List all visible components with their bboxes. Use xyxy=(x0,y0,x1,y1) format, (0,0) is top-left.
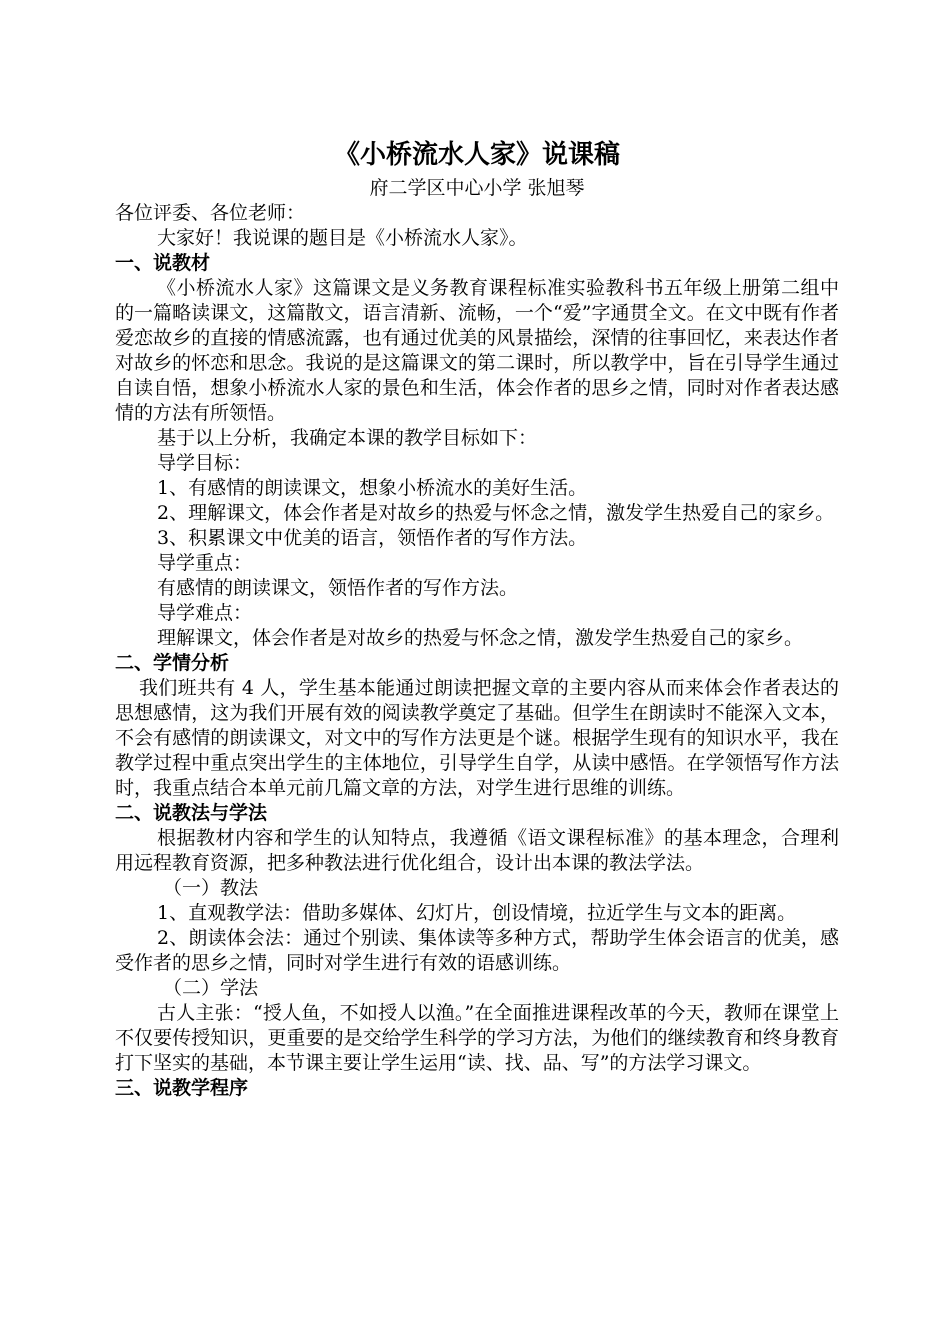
key-point-text: 有感情的朗读课文，领悟作者的写作方法。 xyxy=(157,577,519,599)
key-point-label: 导学重点： xyxy=(157,552,253,574)
section-heading-methods: 二、说教法与学法 xyxy=(115,802,268,824)
section-heading-procedure: 三、说教学程序 xyxy=(115,1077,249,1099)
teaching-method-2: 2、朗读体会法：通过个别读、集体读等多种方式，帮助学生体会语言的优美，感受作者的思乡之情，同时对学生进行有效的语感训练。 xyxy=(115,927,839,974)
intro-paragraph: 大家好！我说课的题目是《小桥流水人家》。 xyxy=(157,227,528,249)
author-line: 府二学区中心小学 张旭琴 xyxy=(369,177,585,199)
section-heading-student-analysis: 二、学情分析 xyxy=(115,652,230,674)
student-analysis-paragraph: 我们班共有 4 人，学生基本能通过朗读把握文章的主要内容从而来体会作者表达的思想感情，这为我们开展有效的阅读教学奠定了基础。但学生在朗读时不能深入文本，不会有感情的朗读课文，对文中的写作方法更是个谜。根据学生现有的知识水平，我在教学过程中重点突出学生的主体地位，引导学生自学，从读中感悟。在学领悟写作方法时，我重点结合本单元前几篇文章的方法，对学生进行思维的训练。 xyxy=(115,677,839,799)
goals-intro-paragraph: 基于以上分析，我确定本课的教学目标如下： xyxy=(157,427,538,449)
learning-method-paragraph: 古人主张：“授人鱼，不如授人以渔。”在全面推进课程改革的今天，教师在课堂上不仅要传授知识，更重要的是交给学生科学的学习方法，为他们的继续教育和终身教育打下坚实的基础，本节课主要让学生运用“读、找、品、写”的方法学习课文。 xyxy=(115,1002,839,1074)
difficulty-label: 导学难点： xyxy=(157,602,253,624)
difficulty-text: 理解课文，体会作者是对故乡的热爱与怀念之情，激发学生热爱自己的家乡。 xyxy=(157,627,804,649)
document-body xyxy=(115,138,839,1101)
section-heading-textbook: 一、说教材 xyxy=(115,252,211,274)
teaching-method-label: （一）教法 xyxy=(163,877,259,899)
greeting: 各位评委、各位老师： xyxy=(115,202,306,224)
goal-item-2: 2、理解课文，体会作者是对故乡的热爱与怀念之情，激发学生热爱自己的家乡。 xyxy=(157,502,835,524)
goal-item-1: 1、有感情的朗读课文，想象小桥流水的美好生活。 xyxy=(157,477,588,499)
textbook-paragraph: 《小桥流水人家》这篇课文是义务教育课程标准实验教科书五年级上册第二组中的一篇略读课文，这篇散文，语言清新、流畅，一个“爱”字通贯全文。在文中既有作者爱恋故乡的直接的情感流露，也有通过优美的风景描绘，深情的往事回忆，来表达作者对故乡的怀恋和思念。我说的是这篇课文的第二课时，所以教学中，旨在引导学生通过自读自悟，想象小桥流水人家的景色和生活，体会作者的思乡之情，同时对作者表达感情的方法有所领悟。 xyxy=(115,277,839,424)
learning-method-label: （二）学法 xyxy=(163,977,259,999)
goal-item-3: 3、积累课文中优美的语言，领悟作者的写作方法。 xyxy=(157,527,588,549)
methods-intro-paragraph: 根据教材内容和学生的认知特点，我遵循《语文课程标准》的基本理念，合理利用远程教育资源，把多种教法进行优化组合，设计出本课的教法学法。 xyxy=(115,827,839,874)
teaching-method-1: 1、直观教学法：借助多媒体、幻灯片，创设情境，拉近学生与文本的距离。 xyxy=(157,902,797,924)
goals-label: 导学目标： xyxy=(157,452,253,474)
document-title: 《小桥流水人家》说课稿 xyxy=(333,140,620,170)
